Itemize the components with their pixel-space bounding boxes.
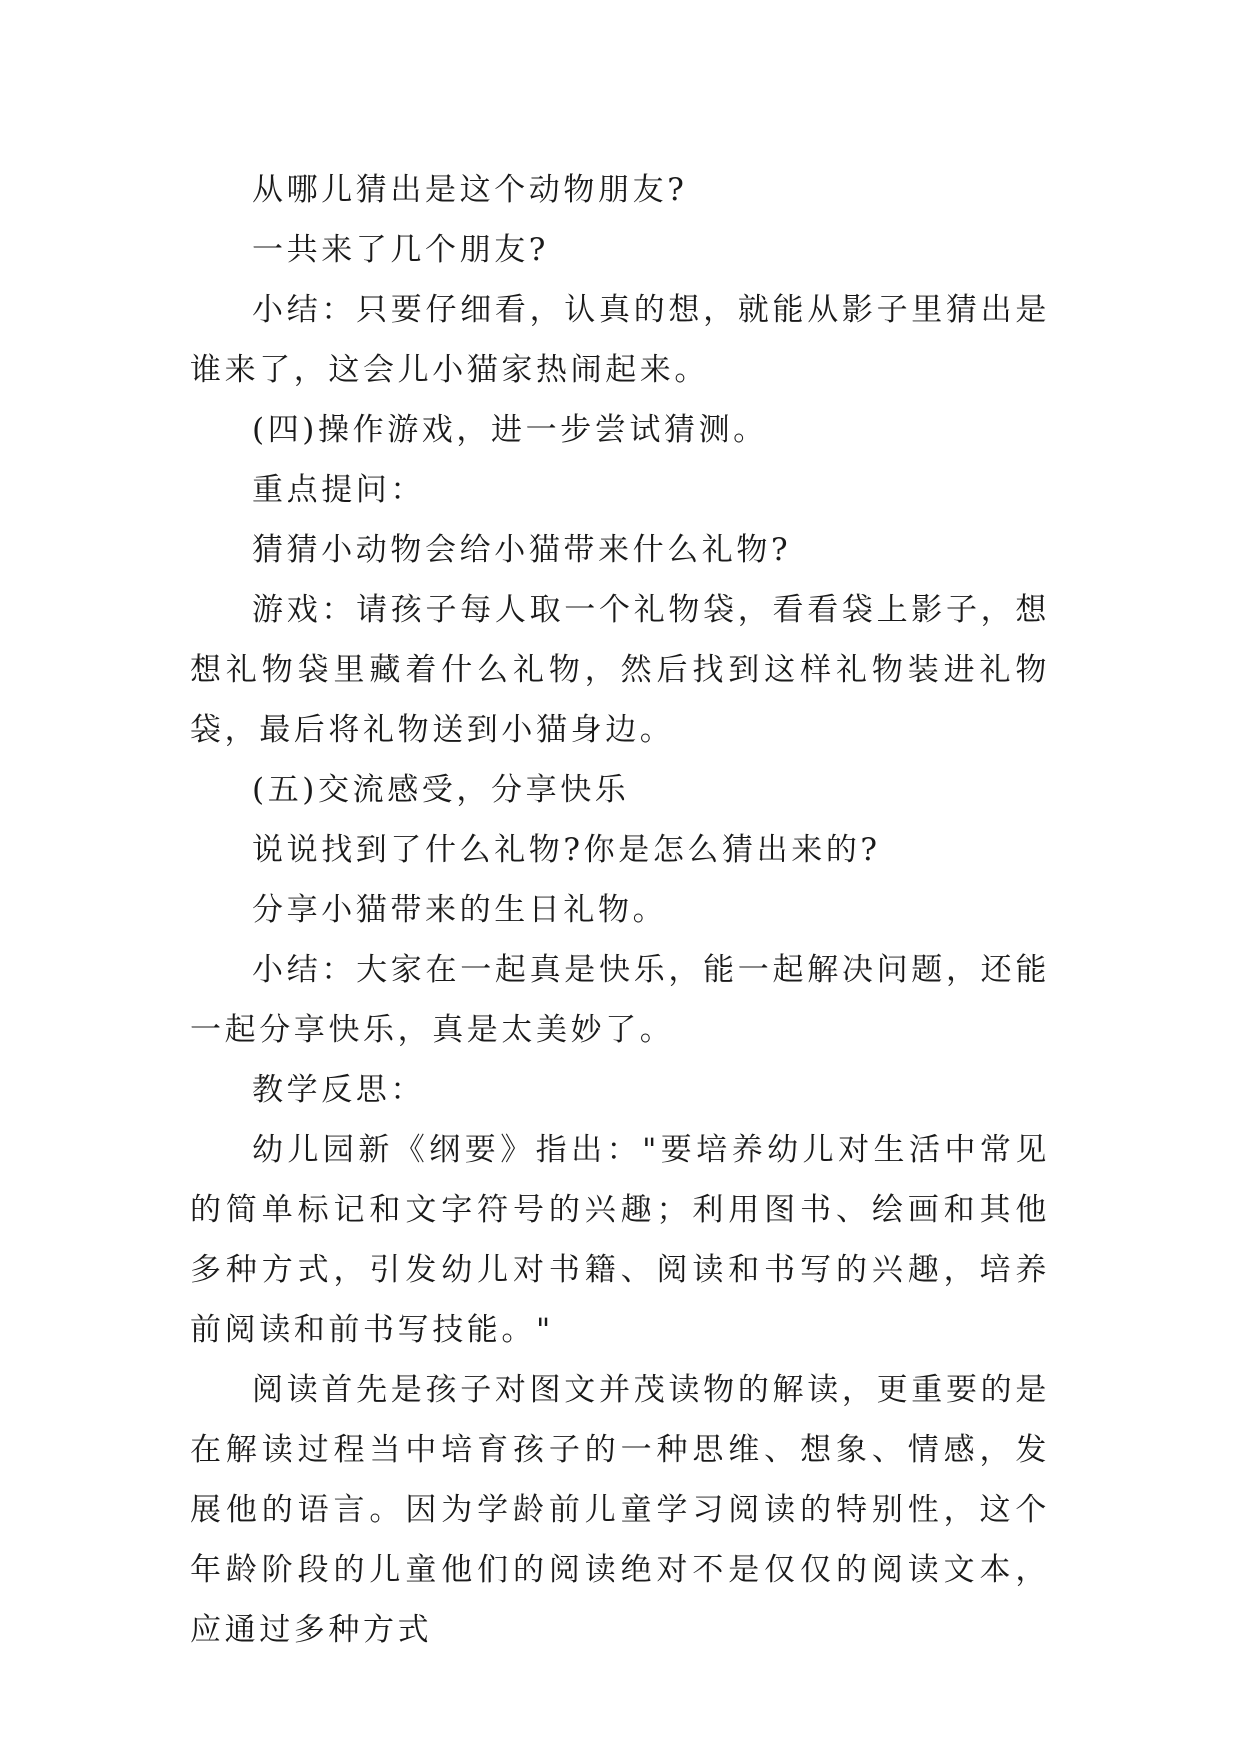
document-body: [190, 160, 1050, 1660]
paragraph: 幼儿园新《纲要》指出："要培养幼儿对生活中常见的简单标记和文字符号的兴趣；利用图书、绘画和其他多种方式，引发幼儿对书籍、阅读和书写的兴趣，培养前阅读和前书写技能。": [190, 1132, 1050, 1348]
section-heading: (五)交流感受，分享快乐: [252, 772, 630, 808]
paragraph: 重点提问：: [252, 472, 425, 508]
section-heading: 教学反思：: [252, 1072, 425, 1108]
paragraph: 说说找到了什么礼物?你是怎么猜出来的?: [252, 832, 881, 868]
paragraph: 阅读首先是孩子对图文并茂读物的解读，更重要的是在解读过程当中培育孩子的一种思维、想象、情感，发展他的语言。因为学龄前儿童学习阅读的特别性，这个年龄阶段的儿童他们的阅读绝对不是仅仅的阅读文本，应通过多种方式: [190, 1372, 1050, 1648]
paragraph: 分享小猫带来的生日礼物。: [252, 892, 668, 928]
paragraph: 从哪儿猜出是这个动物朋友?: [252, 172, 688, 208]
paragraph: 小结：只要仔细看，认真的想，就能从影子里猜出是谁来了，这会儿小猫家热闹起来。: [190, 292, 1050, 388]
paragraph: 猜猜小动物会给小猫带来什么礼物?: [252, 532, 792, 568]
paragraph: 一共来了几个朋友?: [252, 232, 550, 268]
section-heading: (四)操作游戏，进一步尝试猜测。: [252, 412, 768, 448]
paragraph: 游戏：请孩子每人取一个礼物袋，看看袋上影子，想想礼物袋里藏着什么礼物，然后找到这样礼物装进礼物袋，最后将礼物送到小猫身边。: [190, 592, 1050, 748]
paragraph: 小结：大家在一起真是快乐，能一起解决问题，还能一起分享快乐，真是太美妙了。: [190, 952, 1050, 1048]
